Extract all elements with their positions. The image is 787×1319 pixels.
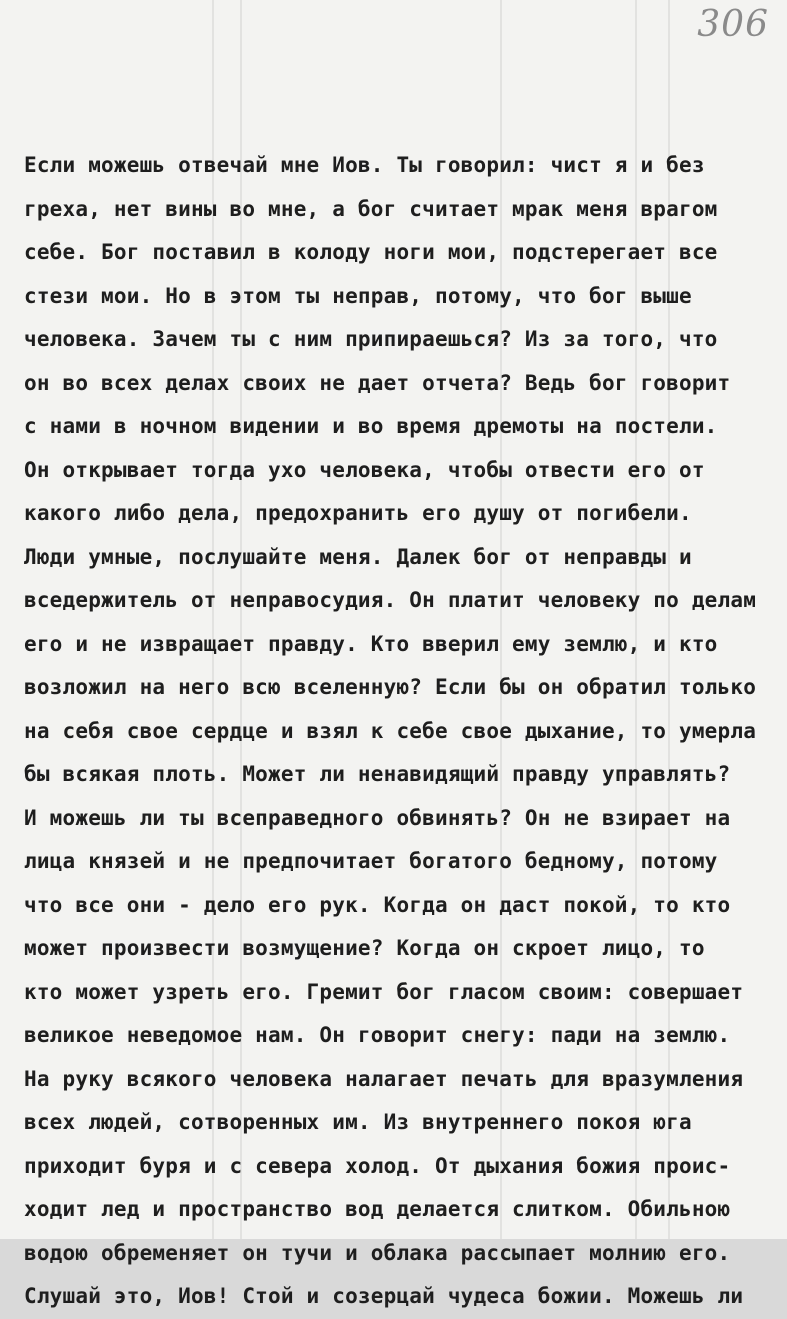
text-line: бы всякая плоть. Может ли ненавидящий правду управлять? xyxy=(24,762,731,786)
text-line: может произвести возмущение? Когда он скроет лицо, то xyxy=(24,936,705,960)
text-line: Слушай это, Иов! Стой и созерцай чудеса божии. Можешь ли xyxy=(24,1284,744,1308)
text-line: с нами в ночном видении и во время дремоты на постели. xyxy=(24,414,718,438)
text-line: Люди умные, послушайте меня. Далек бог от неправды и xyxy=(24,544,692,569)
text-line: возложил на него всю вселенную? Если бы он обратил только xyxy=(24,675,757,699)
text-line: его и не извращает правду. Кто вверил ему землю, и кто xyxy=(24,631,718,656)
text-line: приходит буря и с севера холод. От дыхания божия проис- xyxy=(24,1153,731,1178)
text-line: на себя свое сердце и взял к себе свое дыхание, то умерла xyxy=(24,718,757,743)
text-line: себе. Бог поставил в колоду ноги мои, подстерегает все xyxy=(24,240,718,264)
text-line: водою обременяет он тучи и облака рассыпает молнию его. xyxy=(24,1240,731,1265)
text-line: На руку всякого человека налагает печать для вразумления xyxy=(24,1066,744,1091)
typewritten-text xyxy=(24,144,784,1319)
text-line: что все они - дело его рук. Когда он даст покой, то кто xyxy=(24,892,731,917)
text-line: Если можешь отвечай мне Иов. Ты говорил: чист я и без xyxy=(24,153,705,177)
text-line: И можешь ли ты всеправедного обвинять? Он не взирает на xyxy=(24,805,731,830)
text-line: он во всех делах своих не дает отчета? Ведь бог говорит xyxy=(24,370,731,395)
text-line: всех людей, сотворенных им. Из внутреннего покоя юга xyxy=(24,1110,692,1134)
text-line: Он открывает тогда ухо человека, чтобы отвести его от xyxy=(24,457,705,482)
text-line: великое неведомое нам. Он говорит снегу: пади на землю. xyxy=(24,1023,731,1047)
text-line: человека. Зачем ты с ним припираешься? Из за того, что xyxy=(24,327,718,351)
text-line: какого либо дела, предохранить его душу от погибели. xyxy=(24,501,692,525)
text-line: вседержитель от неправосудия. Он платит человеку по делам xyxy=(24,588,757,612)
page-number: 306 xyxy=(697,4,769,45)
text-line: греха, нет вины во мне, а бог считает мрак меня врагом xyxy=(24,196,718,221)
text-line: стези мои. Но в этом ты неправ, потому, что бог выше xyxy=(24,283,692,308)
text-line: кто может узреть его. Гремит бог гласом своим: совершает xyxy=(24,979,744,1004)
text-line: ходит лед и пространство вод делается слитком. Обильною xyxy=(24,1197,731,1221)
text-line: лица князей и не предпочитает богатого бедному, потому xyxy=(24,849,718,873)
faint-bleedthrough xyxy=(80,60,440,80)
